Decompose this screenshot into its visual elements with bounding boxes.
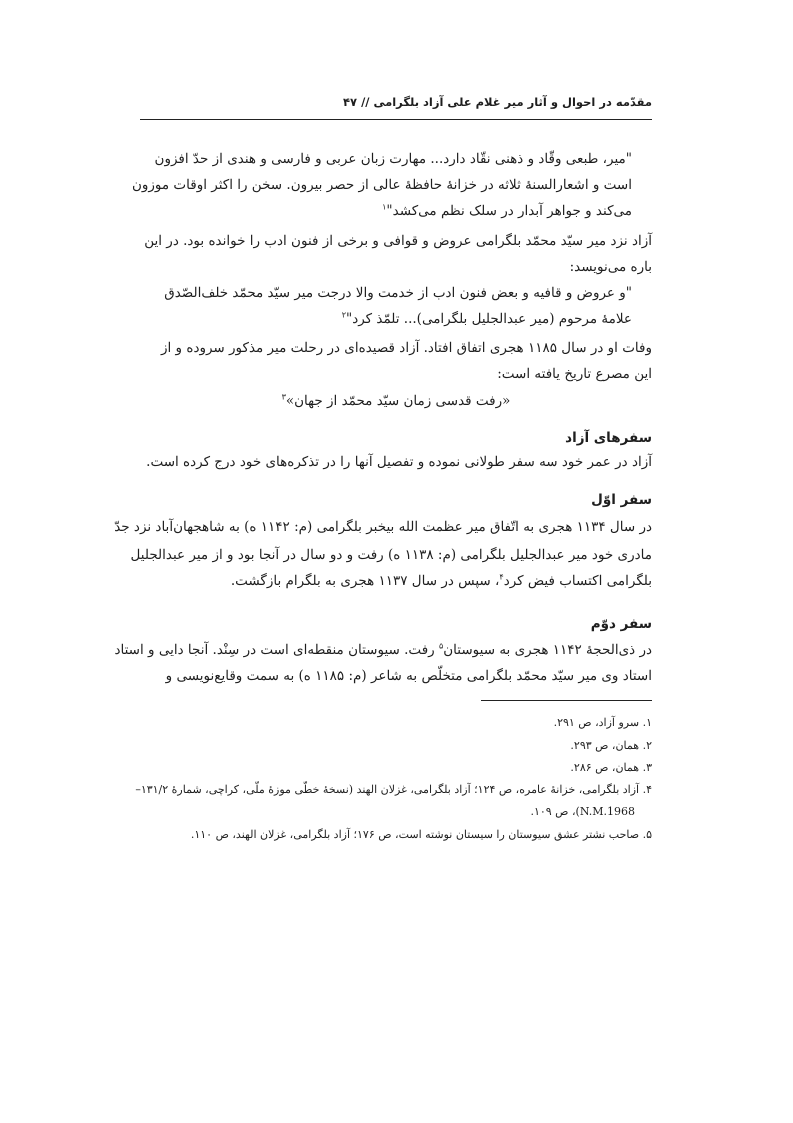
- footnote: ۲. همان، ص ۲۹۳.: [570, 739, 652, 752]
- verse-line: [140, 393, 652, 409]
- footnote: ۴. آزاد بلگرامی، خزانۀ عامره، ص ۱۲۴؛ آزاد بلگرامی، غزلان الهند (نسخۀ خطّی موزۀ ملّی، کراچی، شمارۀ ۱۳۱/۲–: [135, 783, 652, 796]
- running-header: مقدّمه در احوال و آثار میر غلام علی آزاد بلگرامی // ۴۷: [343, 95, 652, 109]
- paragraph-line: استاد وی میر سیّد محمّد بلگرامی متخلّص به شاعر (م: ۱۱۸۵ ه) به سمت وقایع‌نویسی و: [165, 668, 652, 684]
- footnote: ۳. همان، ص ۲۸۶.: [570, 761, 652, 774]
- paragraph-line: باره می‌نویسد:: [569, 259, 652, 275]
- paragraph-line: آزاد در عمر خود سه سفر طولانی نموده و تفصیل آنها را در تذکره‌های خود درج کرده است.: [146, 454, 652, 470]
- paragraph-line: مادری خود میر عبدالجلیل بلگرامی (م: ۱۱۳۸ ه) رفت و دو سال در آنجا بود و از میر عبدالجلیل: [130, 547, 652, 563]
- footnote-rule: [481, 700, 652, 701]
- quote-line: "میر، طبعی وقّاد و ذهنی نقّاد دارد... مهارت زبان عربی و فارسی و هندی از حدّ افزون: [154, 151, 632, 167]
- verse-text: «رفت قدسی زمان سیّد محمّد از جهان»: [285, 393, 511, 409]
- paragraph-line: وفات او در سال ۱۱۸۵ هجری اتفاق افتاد. آزاد قصیده‌ای در رحلت میر مذکور سروده و از: [161, 340, 652, 356]
- footnote: ۵. صاحب نشتر عشق سیوستان را سیستان نوشته است، ص ۱۷۶؛ آزاد بلگرامی، غزلان الهند، ص ۱۱۰.: [190, 828, 652, 841]
- paragraph-line: آزاد نزد میر سیّد محمّد بلگرامی عروض و قوافی و برخی از فنون ادب را خوانده بود. در این: [144, 233, 652, 249]
- quote-line: است و اشعارالسنۀ ثلاثه در خزانۀ حافظۀ عالی از حصر بیرون. سخن را اکثر اوقات موزون: [131, 177, 632, 193]
- footnote-ref: ۲: [341, 310, 346, 320]
- quote-line: "و عروض و قافیه و بعض فنون ادب از خدمت والا درجت میر سیّد محمّد خلف‌الصّدق: [164, 285, 632, 301]
- paragraph-line: در سال ۱۱۳۴ هجری به اتّفاق میر عظمت الله بیخبر بلگرامی (م: ۱۱۴۲ ه) به شاهجهان‌آباد نزد جدّ: [114, 519, 652, 535]
- footnote: ۱. سرو آزاد، ص ۲۹۱.: [553, 716, 652, 729]
- section-heading: سفرهای آزاد: [565, 430, 652, 446]
- paragraph-text: بلگرامی اکتساب فیض کرد: [503, 573, 652, 589]
- footnote-ref: ۳: [281, 392, 286, 402]
- paragraph-text: در ذی‌الحجۀ ۱۱۴۲ هجری به سیوستان: [443, 642, 652, 658]
- section-heading: سفر دوّم: [590, 616, 652, 632]
- section-heading: سفر اوّل: [591, 492, 652, 508]
- footnote-ref: ۵: [438, 641, 444, 651]
- paragraph-line: این مصرع تاریخ یافته است:: [497, 366, 652, 382]
- quote-line: [382, 203, 632, 219]
- footnote-ref: ۱: [382, 202, 387, 212]
- quote-text: می‌کند و جواهر آبدار در سلک نظم می‌کشد": [386, 203, 632, 219]
- paragraph-text: ، سپس در سال ۱۱۳۷ هجری به بلگرام بازگشت.: [230, 573, 500, 589]
- header-rule: [140, 119, 652, 120]
- paragraph-text: رفت. سیوستان منقطه‌ای است در سِنْد. آنجا دایی و استاد: [114, 642, 439, 658]
- paragraph-line: [114, 642, 652, 658]
- footnote-ref: ۴: [499, 572, 504, 582]
- quote-text: علامۀ مرحوم (میر عبدالجلیل بلگرامی)... تلمّذ کرد": [346, 311, 632, 327]
- quote-line: [342, 311, 632, 327]
- footnote: N.M.1968)، ص ۱۰۹.: [530, 805, 635, 818]
- paragraph-line: [231, 573, 652, 589]
